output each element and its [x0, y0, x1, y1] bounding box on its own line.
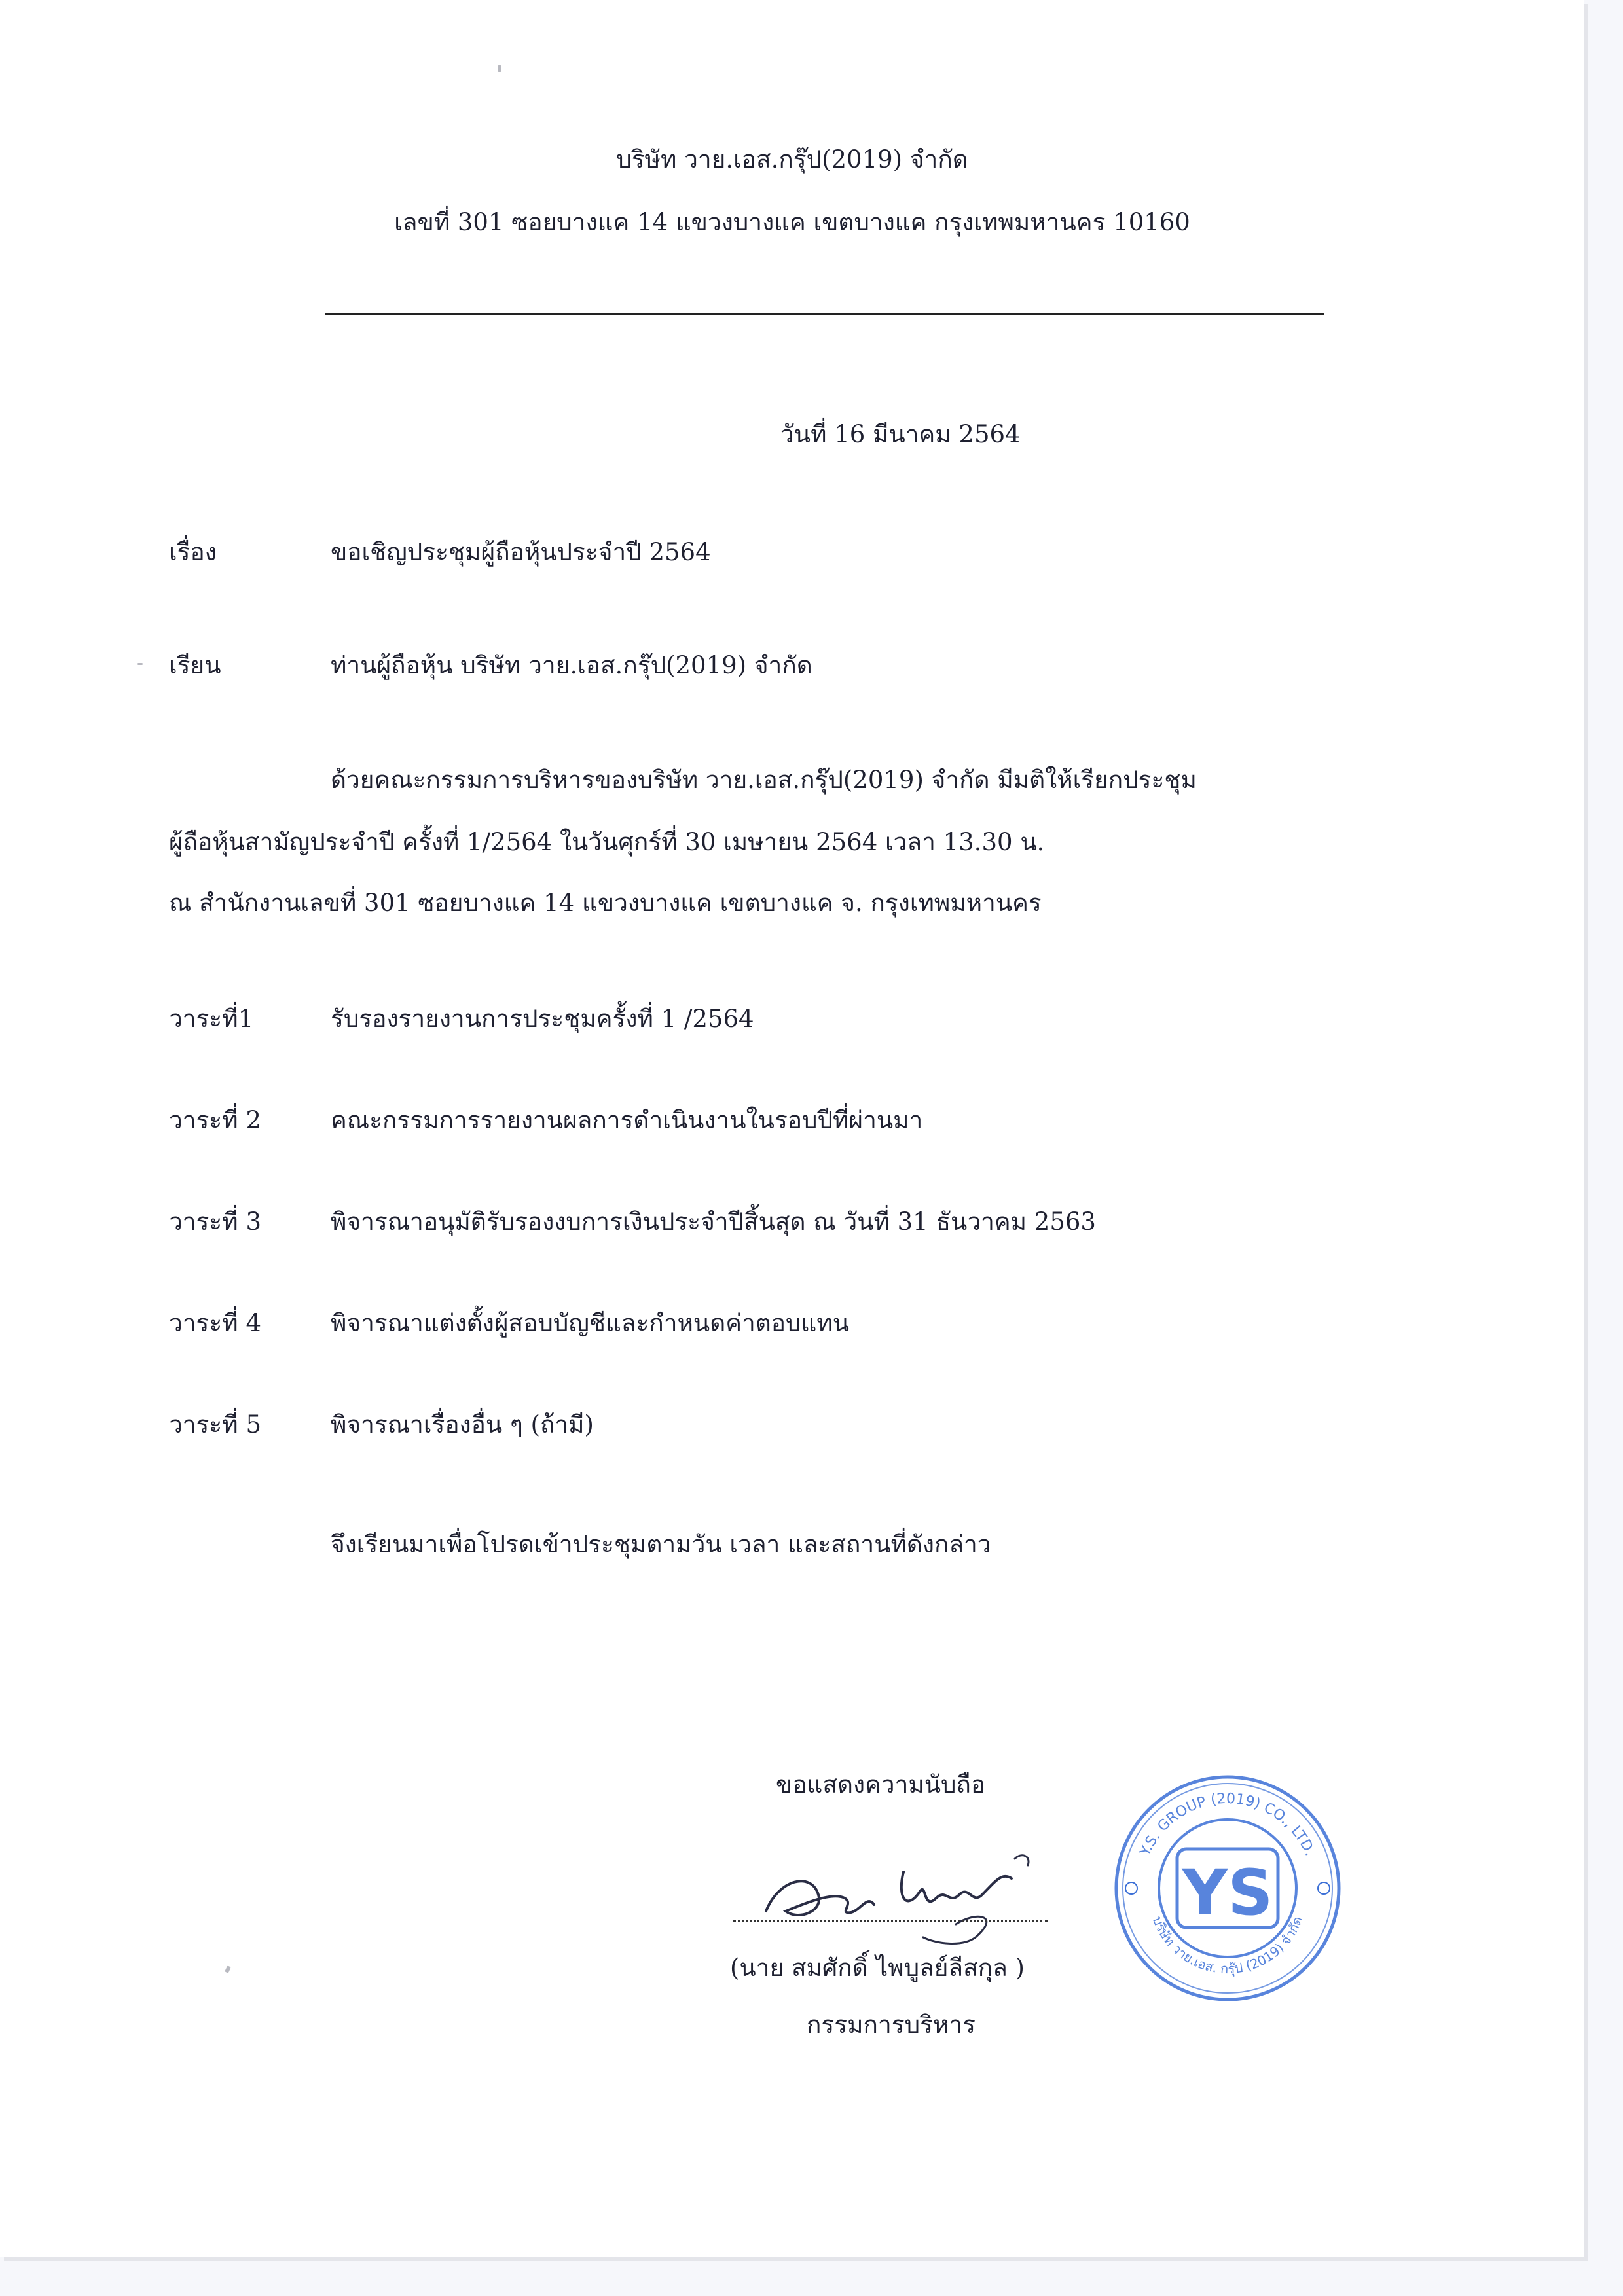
agenda-label-5: วาระที่ 5: [169, 1410, 261, 1439]
subject-text: ขอเชิญประชุมผู้ถือหุ้นประจำปี 2564: [331, 538, 711, 566]
signatory-position: กรรมการบริหาร: [807, 2011, 976, 2039]
scan-speck: [137, 663, 143, 665]
agenda-text-4: พิจารณาแต่งตั้งผู้สอบบัญชีและกำหนดค่าตอบแทน: [331, 1309, 850, 1337]
agenda-text-3: พิจารณาอนุมัติรับรองงบการเงินประจำปีสิ้นสุด ณ วันที่ 31 ธันวาคม 2563: [331, 1208, 1096, 1236]
company-name: บริษัท วาย.เอส.กรุ๊ป(2019) จำกัด: [616, 145, 968, 173]
agenda-text-1: รับรองรายงานการประชุมครั้งที่ 1 /2564: [331, 1005, 754, 1033]
letterhead-divider: [325, 313, 1324, 315]
agenda-label-4: วาระที่ 4: [169, 1309, 261, 1337]
scan-speck: [498, 65, 501, 72]
agenda-text-2: คณะกรรมการรายงานผลการดำเนินงานในรอบปีที่ผ่านมา: [331, 1106, 923, 1134]
company-seal-stamp: [1106, 1767, 1349, 2009]
body-line-3: ณ สำนักงานเลขที่ 301 ซอยบางแค 14 แขวงบางแค เขตบางแค จ. กรุงเทพมหานคร: [169, 889, 1042, 917]
recipient-text: ท่านผู้ถือหุ้น บริษัท วาย.เอส.กรุ๊ป(2019) จำกัด: [331, 651, 812, 679]
handwritten-signature: [740, 1833, 1054, 1950]
svg-text:บริษัท วาย.เอส. กรุ๊ป (2019) จ: บริษัท วาย.เอส. กรุ๊ป (2019) จำกัด: [1149, 1914, 1306, 1977]
subject-label: เรื่อง: [169, 538, 217, 566]
body-line-2: ผู้ถือหุ้นสามัญประจำปี ครั้งที่ 1/2564 ในวันศุกร์ที่ 30 เมษายน 2564 เวลา 13.30 น.: [169, 828, 1045, 856]
body-line-1: ด้วยคณะกรรมการบริหารของบริษัท วาย.เอส.กรุ๊ป(2019) จำกัด มีมติให้เรียกประชุม: [331, 766, 1197, 794]
agenda-label-3: วาระที่ 3: [169, 1208, 261, 1236]
agenda-text-5: พิจารณาเรื่องอื่น ๆ (ถ้ามี): [331, 1410, 594, 1439]
svg-text:Y.S. GROUP (2019) CO., LTD.: Y.S. GROUP (2019) CO., LTD.: [1137, 1790, 1319, 1859]
svg-text:YS: YS: [1182, 1856, 1273, 1929]
letter-date: วันที่ 16 มีนาคม 2564: [780, 420, 1021, 448]
recipient-label: เรียน: [169, 651, 221, 679]
company-address: เลขที่ 301 ซอยบางแค 14 แขวงบางแค เขตบางแค กรุงเทพมหานคร 10160: [394, 208, 1190, 236]
signatory-name: (นาย สมศักดิ์ ไพบูลย์ลีสกุล ): [730, 1954, 1025, 1982]
signature-line: [733, 1920, 1048, 1922]
salutation: ขอแสดงความนับถือ: [776, 1770, 986, 1799]
scan-speck: [225, 1965, 231, 1973]
agenda-label-2: วาระที่ 2: [169, 1106, 261, 1134]
closing-sentence: จึงเรียนมาเพื่อโปรดเข้าประชุมตามวัน เวลา และสถานที่ดังกล่าว: [331, 1530, 991, 1558]
agenda-label-1: วาระที่1: [169, 1005, 254, 1033]
